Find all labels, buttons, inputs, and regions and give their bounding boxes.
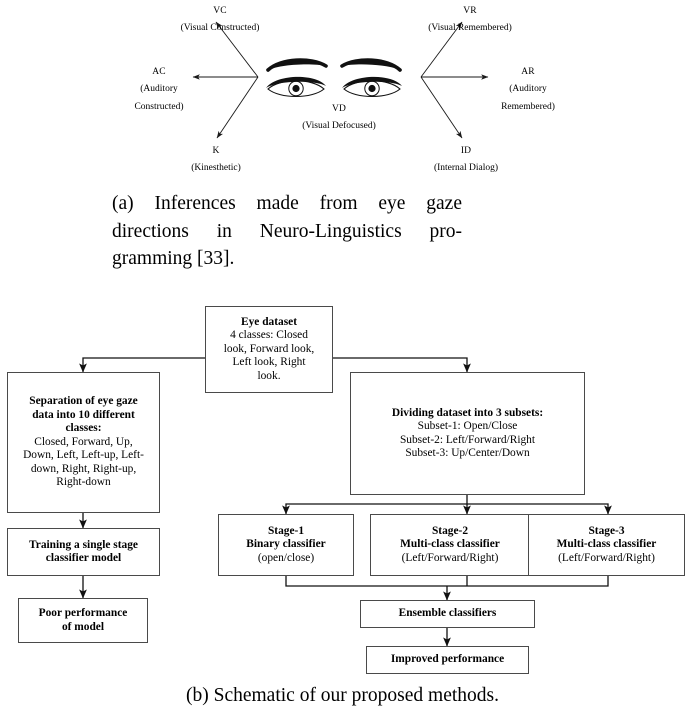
box-poor-line1: Poor performance bbox=[38, 607, 128, 620]
gaze-label-id bbox=[406, 140, 526, 175]
gaze-code-ar: AR bbox=[521, 67, 535, 77]
caption-a-line-3: gramming [33]. bbox=[112, 248, 235, 270]
connector-dividing-to-stage3 bbox=[467, 504, 608, 514]
caption-a-w6: gaze bbox=[426, 193, 462, 214]
gaze-label-k bbox=[156, 140, 276, 175]
box-training-line2: classifier model bbox=[45, 552, 122, 564]
caption-panel-b: (b) Schematic of our proposed methods. bbox=[185, 685, 499, 706]
gaze-label-ac bbox=[128, 61, 190, 113]
box-dividing-title: Dividing dataset into 3 subsets: bbox=[391, 406, 544, 419]
connector-stage3-to-bus bbox=[447, 576, 608, 586]
box-stage-1[interactable] bbox=[218, 514, 354, 576]
caption-a-w7: directions bbox=[112, 220, 189, 242]
box-stage-3-detail: (Left/Forward/Right) bbox=[558, 551, 655, 564]
box-ensemble-classifiers[interactable] bbox=[360, 600, 535, 628]
box-improved-label: Improved performance bbox=[390, 653, 505, 666]
gaze-desc-ac-line1: (Auditory bbox=[140, 84, 178, 95]
box-poor-performance[interactable] bbox=[18, 598, 148, 643]
gaze-label-vc bbox=[140, 0, 300, 35]
caption-a-w5: eye bbox=[378, 193, 406, 214]
proposed-method-flowchart bbox=[0, 288, 685, 678]
box-improved-performance[interactable] bbox=[366, 646, 529, 674]
gaze-label-vd bbox=[279, 98, 399, 133]
box-separation-line3: down, Right, Right-up, bbox=[30, 462, 137, 475]
connector-dataset-to-dividing bbox=[333, 358, 467, 372]
gaze-code-k: K bbox=[212, 146, 220, 156]
box-separation-line2: Down, Left, Left-up, Left- bbox=[23, 449, 144, 462]
box-poor-line2: of model bbox=[61, 620, 105, 633]
box-dividing-line3: Subset-3: Up/Center/Down bbox=[405, 446, 530, 459]
box-separation-title-1: Separation of eye gaze bbox=[29, 395, 138, 408]
box-stage-2-title: Stage-2 bbox=[431, 524, 469, 537]
box-eye-dataset-line4: look. bbox=[257, 369, 281, 382]
gaze-desc-vr: (Visual Remembered) bbox=[428, 23, 512, 34]
caption-a-w2: Inferences bbox=[154, 193, 236, 214]
box-stage-1-subtitle: Binary classifier bbox=[246, 538, 326, 551]
gaze-desc-ac-line2: Constructed) bbox=[134, 101, 184, 112]
caption-a-line-1 bbox=[112, 190, 462, 218]
caption-a-w9: Neuro-Linguistics bbox=[259, 220, 402, 242]
box-dividing-line1: Subset-1: Open/Close bbox=[417, 420, 518, 433]
caption-a-w10: pro- bbox=[429, 220, 462, 242]
box-stage-2-detail: (Left/Forward/Right) bbox=[401, 551, 499, 564]
caption-a-line-2 bbox=[112, 218, 462, 246]
box-ensemble-label: Ensemble classifiers bbox=[398, 607, 497, 620]
gaze-code-id: ID bbox=[460, 146, 472, 156]
gaze-desc-k: (Kinesthetic) bbox=[191, 163, 241, 174]
eyes-icon bbox=[266, 60, 402, 96]
caption-a-w3: made bbox=[256, 193, 299, 214]
gaze-label-ar bbox=[492, 61, 564, 113]
connector-dataset-to-separation bbox=[83, 358, 205, 372]
eye-gaze-inference-diagram bbox=[0, 0, 685, 182]
gaze-arrows bbox=[0, 0, 685, 182]
box-separation-line4: Right-down bbox=[56, 476, 111, 489]
box-eye-dataset-line2: look, Forward look, bbox=[223, 342, 315, 355]
box-training-single-stage[interactable] bbox=[7, 528, 160, 576]
gaze-code-vc: VC bbox=[213, 6, 227, 16]
box-stage-1-detail: (open/close) bbox=[257, 551, 315, 564]
connector-stage1-to-bus bbox=[286, 576, 447, 586]
gaze-desc-id: (Internal Dialog) bbox=[433, 163, 499, 174]
box-stage-3-subtitle: Multi-class classifier bbox=[556, 538, 657, 551]
box-eye-dataset-title: Eye dataset bbox=[241, 315, 297, 328]
box-eye-dataset-line1: 4 classes: Closed bbox=[230, 329, 308, 342]
box-eye-dataset[interactable] bbox=[205, 306, 333, 393]
box-eye-dataset-line3: Left look, Right bbox=[232, 356, 306, 369]
box-stage-1-title: Stage-1 bbox=[267, 524, 305, 537]
box-separation-title-2: data into 10 different bbox=[32, 408, 135, 421]
caption-a-w8: in bbox=[216, 220, 232, 242]
gaze-desc-vd: (Visual Defocused) bbox=[302, 121, 376, 132]
box-stage-3-title: Stage-3 bbox=[588, 524, 625, 537]
caption-a-w4: from bbox=[319, 193, 358, 214]
box-stage-3[interactable] bbox=[528, 514, 685, 576]
arrow-to-k bbox=[217, 77, 258, 138]
gaze-desc-vc: (Visual Constructed) bbox=[180, 23, 260, 34]
gaze-code-vr: VR bbox=[463, 6, 477, 16]
box-stage-2[interactable] bbox=[370, 514, 530, 576]
gaze-desc-ar-line2: Remembered) bbox=[501, 101, 555, 112]
arrow-to-id bbox=[421, 77, 462, 138]
box-separation-10-classes[interactable] bbox=[7, 372, 160, 513]
box-separation-title-3: classes: bbox=[65, 422, 102, 435]
caption-a-w1: (a) bbox=[112, 193, 134, 214]
box-training-line1: Training a single stage bbox=[29, 538, 138, 551]
gaze-code-ac: AC bbox=[152, 67, 166, 77]
connector-dividing-to-stage1 bbox=[286, 495, 467, 514]
box-dividing-line2: Subset-2: Left/Forward/Right bbox=[399, 433, 536, 446]
caption-panel-a bbox=[112, 190, 462, 273]
gaze-desc-ar-line1: (Auditory bbox=[509, 84, 547, 95]
gaze-label-vr bbox=[390, 0, 550, 35]
box-separation-line1: Closed, Forward, Up, bbox=[34, 435, 133, 448]
box-dividing-3-subsets[interactable] bbox=[350, 372, 585, 495]
gaze-code-vd: VD bbox=[332, 104, 346, 114]
box-stage-2-subtitle: Multi-class classifier bbox=[400, 538, 500, 551]
